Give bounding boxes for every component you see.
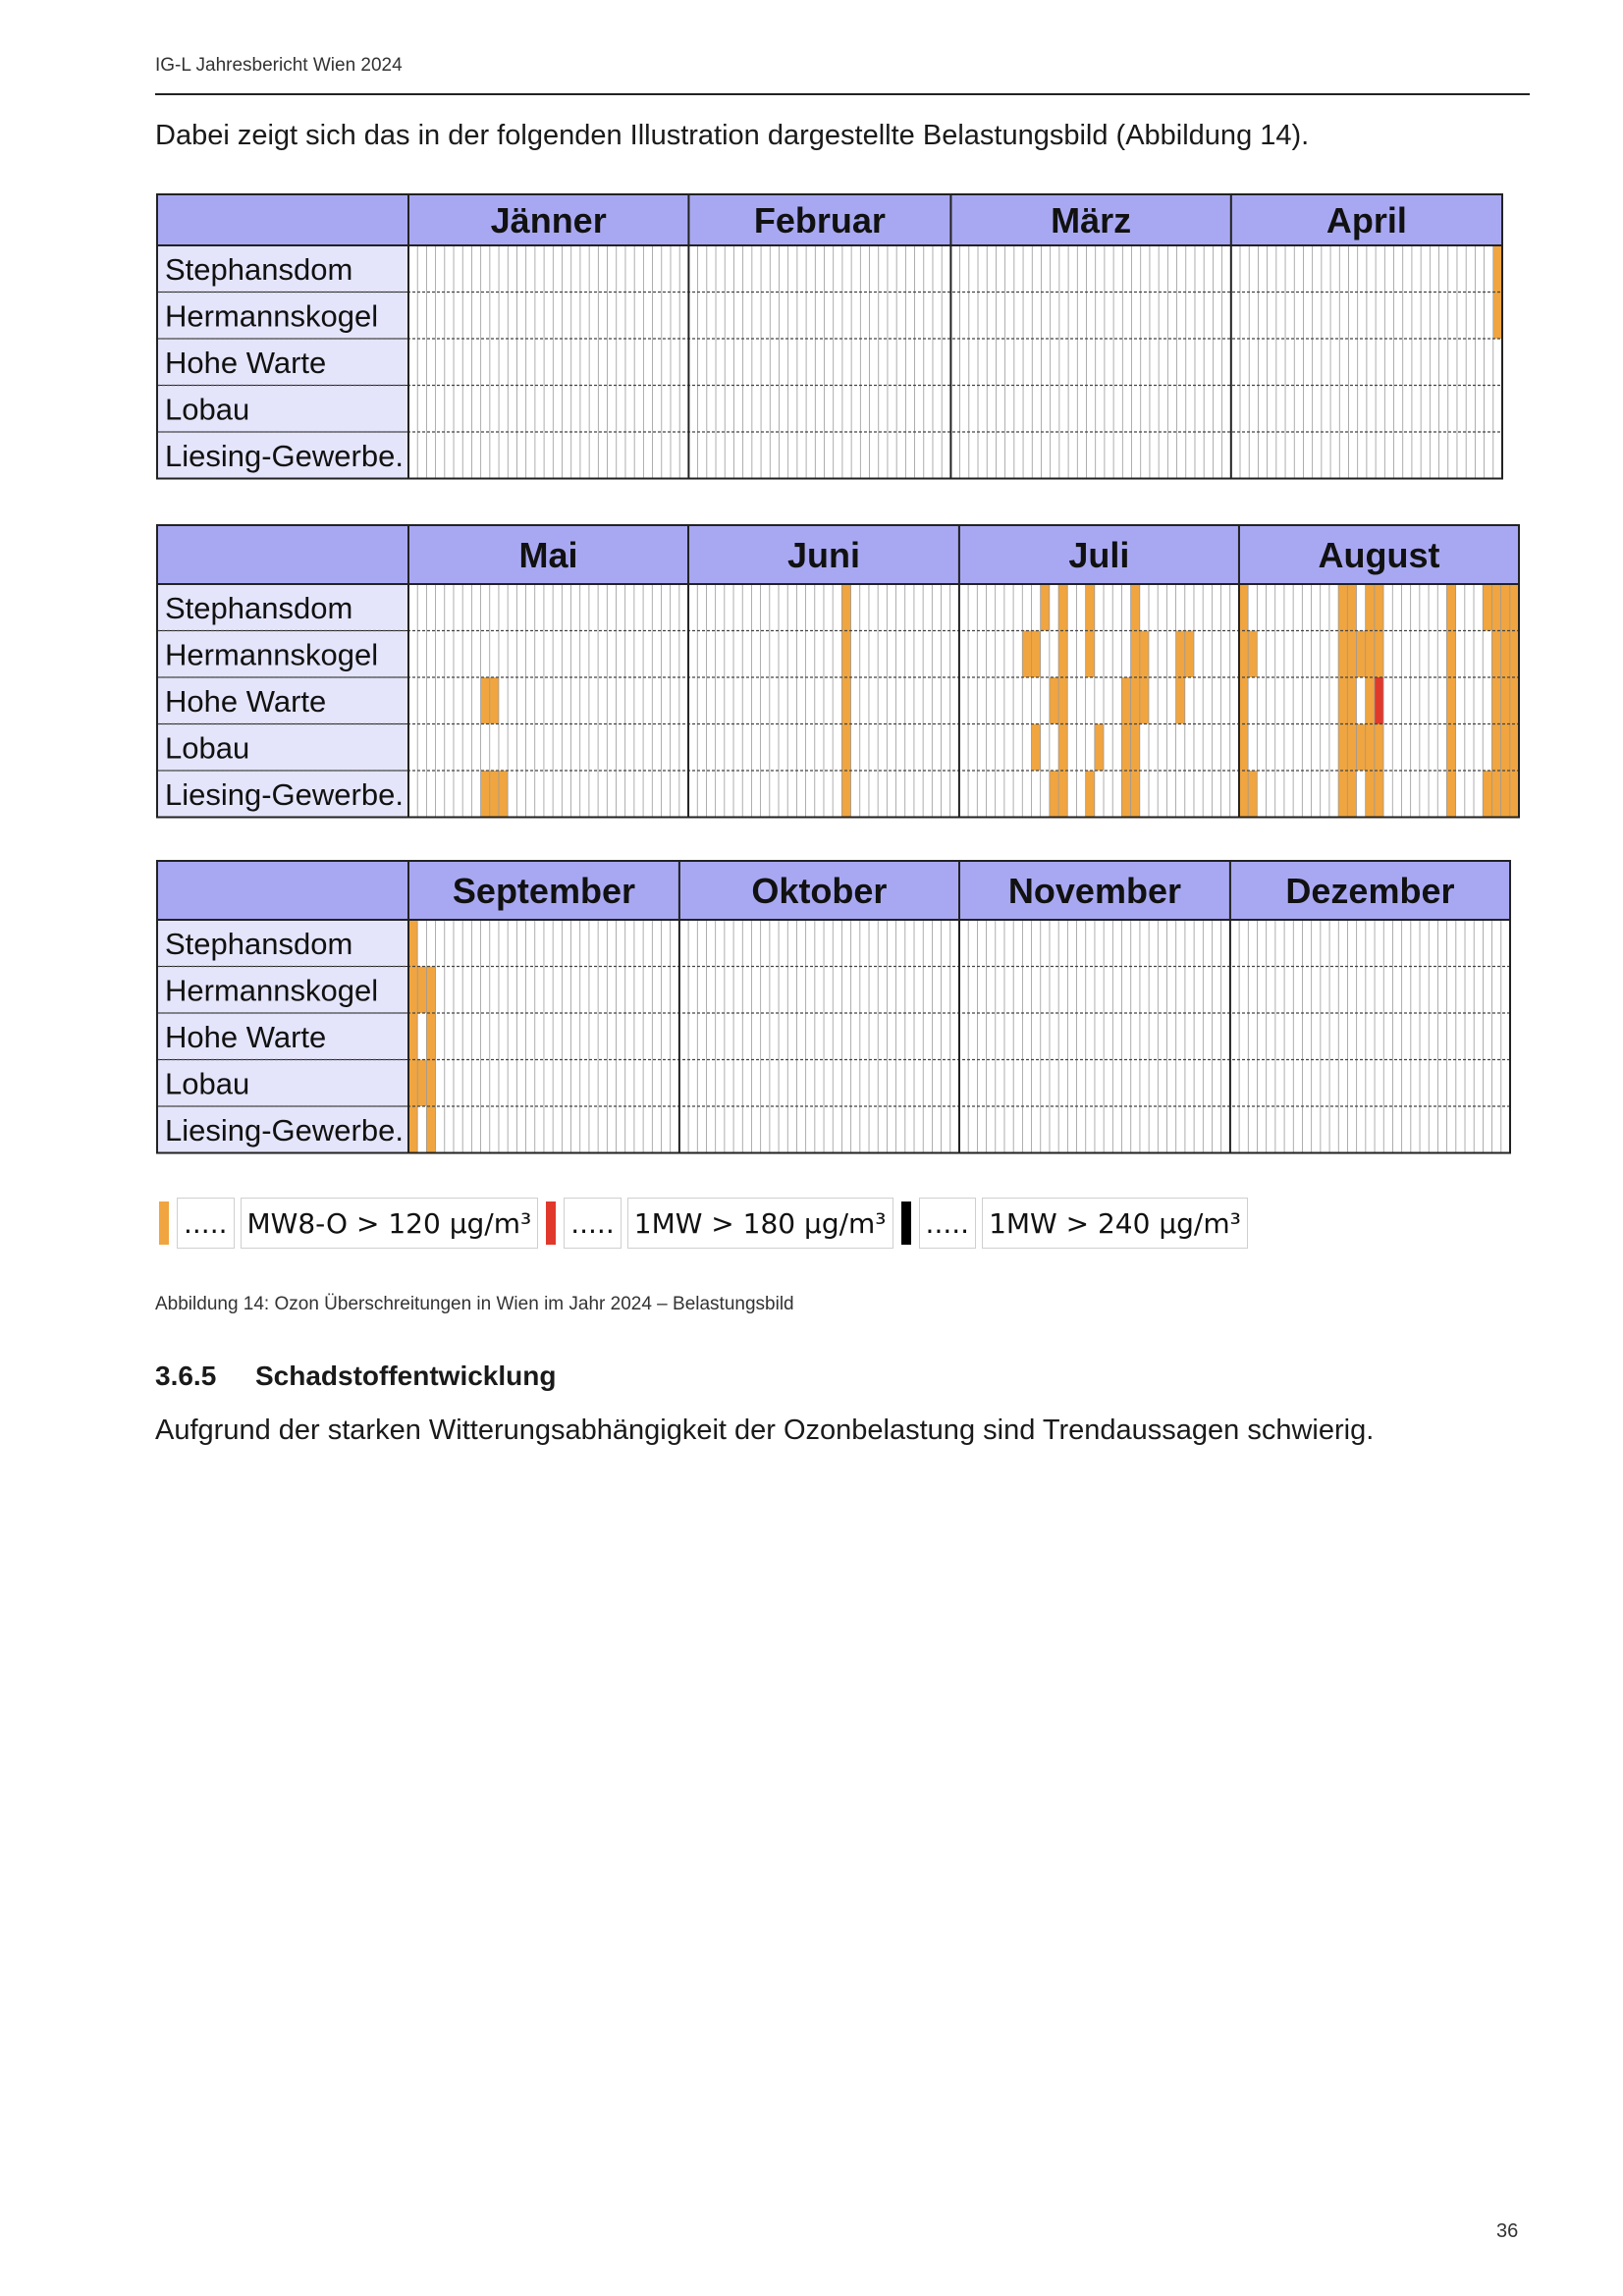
exceedance-cell-mw8 xyxy=(1446,677,1455,724)
exceedance-cell-mw8 xyxy=(1140,631,1149,678)
exceedance-cell-mw8 xyxy=(841,677,850,724)
exceedance-cell-mw8 xyxy=(1058,677,1067,724)
legend-swatch-mw8 xyxy=(159,1201,169,1245)
exceedance-cell-mw8 xyxy=(1347,631,1356,678)
exceedance-cell-mw8 xyxy=(1086,631,1095,678)
exceedance-cell-mw8 xyxy=(1483,584,1491,631)
station-label-hermannskogel: Hermannskogel xyxy=(165,637,379,672)
exceedance-cell-mw8 xyxy=(1050,771,1058,818)
exceedance-cell-mw8 xyxy=(1491,724,1500,772)
exceedance-cell-mw8 xyxy=(1058,771,1067,818)
page-number: 36 xyxy=(1496,2220,1519,2242)
station-label-stephansdom: Stephansdom xyxy=(165,590,353,625)
exceedance-cell-mw8 xyxy=(841,631,850,678)
month-label-juli: Juli xyxy=(1068,535,1130,575)
station-label-hohe-warte: Hohe Warte xyxy=(165,345,327,380)
station-label-stephansdom: Stephansdom xyxy=(165,251,353,287)
exceedance-cell-mw8 xyxy=(426,1013,435,1060)
exceedance-cell-mw8 xyxy=(1131,677,1140,724)
month-label-februar: Februar xyxy=(753,200,886,240)
exceedance-cell-mw8 xyxy=(1239,584,1248,631)
station-label-lobau: Lobau xyxy=(165,392,250,427)
month-label-jaenner: Jänner xyxy=(490,200,607,240)
exceedance-cell-mw8 xyxy=(1491,584,1500,631)
exceedance-cell-mw8 xyxy=(1338,677,1347,724)
section-body: Aufgrund der starken Witterungsabhängigkeit der Ozonbelastung sind Trendaussagen schwierig. xyxy=(155,1415,1375,1446)
exceedance-cell-mw8 xyxy=(1347,724,1356,772)
exceedance-cell-mw8 xyxy=(408,920,417,967)
exceedance-cell-mw8 xyxy=(1356,724,1365,772)
exceedance-cell-mw8 xyxy=(1131,631,1140,678)
exceedance-cell-mw8 xyxy=(1347,677,1356,724)
exceedance-cell-mw8 xyxy=(1131,724,1140,772)
month-label-dezember: Dezember xyxy=(1285,871,1455,911)
month-label-september: September xyxy=(452,871,635,911)
exceedance-cell-mw8 xyxy=(1510,631,1519,678)
exceedance-cell-mw8 xyxy=(1446,724,1455,772)
header-corner-cell xyxy=(157,525,408,584)
month-label-november: November xyxy=(1007,871,1181,911)
exceedance-cell-mw8 xyxy=(499,771,508,818)
legend-swatch-1mw-180 xyxy=(546,1201,556,1245)
exceedance-cell-mw8 xyxy=(1491,771,1500,818)
exceedance-cell-mw8 xyxy=(1501,677,1510,724)
month-label-oktober: Oktober xyxy=(751,871,888,911)
exceedance-cell-mw8 xyxy=(1086,584,1095,631)
exceedance-cell-mw8 xyxy=(1501,631,1510,678)
exceedance-cell-mw8 xyxy=(1031,724,1040,772)
exceedance-cell-mw8 xyxy=(1058,631,1067,678)
exceedance-cell-mw8 xyxy=(490,771,499,818)
exceedance-cell-mw8 xyxy=(481,677,490,724)
legend-label-1mw-240: 1MW > 240 µg/m³ xyxy=(982,1198,1248,1249)
station-row-lobau xyxy=(408,386,1502,433)
exceedance-cell-mw8 xyxy=(1510,771,1519,818)
station-label-hohe-warte: Hohe Warte xyxy=(165,683,327,719)
station-row-liesing-gewerbe xyxy=(408,432,1502,479)
exceedance-cell-mw8 xyxy=(408,1060,417,1107)
exceedance-cell-mw8 xyxy=(1239,631,1248,678)
intro-paragraph: Dabei zeigt sich das in der folgenden Illustration dargestellte Belastungsbild (Abbildung 14). xyxy=(155,120,1310,151)
section-heading xyxy=(155,1361,556,1392)
exceedance-cell-mw8 xyxy=(1366,631,1375,678)
exceedance-cell-mw8 xyxy=(1375,584,1383,631)
heatmap-panel-2 xyxy=(157,525,1522,820)
exceedance-cell-mw8 xyxy=(1058,584,1067,631)
month-label-april: April xyxy=(1325,200,1407,240)
exceedance-cell-mw8 xyxy=(1356,631,1365,678)
exceedance-cell-mw8 xyxy=(1375,724,1383,772)
exceedance-cell-mw8 xyxy=(1239,771,1248,818)
month-label-mai: Mai xyxy=(518,535,578,575)
legend-item-1mw-240 xyxy=(899,1198,1254,1249)
header-rule xyxy=(155,93,1530,95)
exceedance-cell-mw8 xyxy=(1366,724,1375,772)
exceedance-cell-mw8 xyxy=(426,967,435,1014)
legend-swatch-1mw-240 xyxy=(901,1201,911,1245)
exceedance-cell-mw8 xyxy=(1491,677,1500,724)
header-corner-cell xyxy=(157,194,408,245)
exceedance-cell-mw8 xyxy=(1086,771,1095,818)
exceedance-cell-mw8 xyxy=(1041,584,1050,631)
exceedance-cell-mw8 xyxy=(1248,631,1257,678)
exceedance-cell-mw8 xyxy=(1058,724,1067,772)
exceedance-cell-mw8 xyxy=(1501,724,1510,772)
exceedance-cell-mw8 xyxy=(1491,631,1500,678)
month-label-august: August xyxy=(1318,535,1440,575)
exceedance-cell-mw8 xyxy=(1176,631,1185,678)
exceedance-cell-mw8 xyxy=(426,1060,435,1107)
exceedance-cell-mw8 xyxy=(1239,677,1248,724)
legend-item-1mw-180 xyxy=(544,1198,898,1249)
heatmap-legend xyxy=(157,1198,1254,1249)
section-title: Schadstoffentwicklung xyxy=(255,1361,557,1391)
exceedance-cell-mw8 xyxy=(408,967,417,1014)
station-label-liesing-gewerbe: Liesing-Gewerbe. xyxy=(165,776,404,812)
station-label-liesing-gewerbe: Liesing-Gewerbe. xyxy=(165,1112,404,1148)
exceedance-cell-mw8 xyxy=(490,677,499,724)
heatmap-panel-3 xyxy=(157,861,1522,1155)
exceedance-cell-mw8 xyxy=(1050,677,1058,724)
exceedance-cell-mw8 xyxy=(841,724,850,772)
section-number: 3.6.5 xyxy=(155,1361,217,1391)
exceedance-cell-mw8 xyxy=(481,771,490,818)
exceedance-cell-mw8 xyxy=(1338,724,1347,772)
exceedance-cell-mw8 xyxy=(1493,293,1502,340)
exceedance-cell-mw8 xyxy=(1366,771,1375,818)
station-label-hermannskogel: Hermannskogel xyxy=(165,298,379,334)
exceedance-cell-mw8 xyxy=(1375,631,1383,678)
exceedance-cell-mw8 xyxy=(1022,631,1031,678)
station-label-liesing-gewerbe: Liesing-Gewerbe. xyxy=(165,438,404,473)
exceedance-cell-mw8 xyxy=(1121,724,1130,772)
station-row-hermannskogel xyxy=(408,293,1502,340)
exceedance-cell-mw8 xyxy=(1140,677,1149,724)
station-label-hohe-warte: Hohe Warte xyxy=(165,1019,327,1054)
exceedance-cell-mw8 xyxy=(1446,771,1455,818)
exceedance-cell-mw8 xyxy=(1121,771,1130,818)
legend-dots-mw8: ..... xyxy=(177,1198,235,1249)
station-row-hohe-warte xyxy=(408,339,1502,386)
exceedance-cell-mw8 xyxy=(1446,584,1455,631)
exceedance-cell-mw8 xyxy=(1031,631,1040,678)
station-label-stephansdom: Stephansdom xyxy=(165,926,353,961)
heatmap-panel-1-svg xyxy=(157,194,1512,483)
station-label-lobau: Lobau xyxy=(165,730,250,766)
legend-label-1mw-180: 1MW > 180 µg/m³ xyxy=(627,1198,893,1249)
exceedance-cell-mw8 xyxy=(1131,771,1140,818)
exceedance-cell-mw8 xyxy=(1248,771,1257,818)
station-label-lobau: Lobau xyxy=(165,1066,250,1101)
heatmap-panel-3-svg xyxy=(157,861,1522,1155)
exceedance-cell-mw8 xyxy=(1493,245,1502,293)
exceedance-cell-mw8 xyxy=(1483,771,1491,818)
figure-caption: Abbildung 14: Ozon Überschreitungen in Wien im Jahr 2024 – Belastungsbild xyxy=(155,1294,794,1314)
legend-label-mw8: MW8-O > 120 µg/m³ xyxy=(241,1198,539,1249)
exceedance-cell-mw8 xyxy=(417,1060,426,1107)
exceedance-cell-mw8 xyxy=(1095,724,1104,772)
exceedance-cell-mw8 xyxy=(841,584,850,631)
exceedance-cell-mw8 xyxy=(1366,677,1375,724)
legend-dots-1mw-240: ..... xyxy=(919,1198,977,1249)
station-row-stephansdom xyxy=(408,245,1502,293)
exceedance-cell-mw8 xyxy=(1347,771,1356,818)
exceedance-cell-mw8 xyxy=(841,771,850,818)
heatmap-panel-1 xyxy=(157,194,1512,483)
exceedance-cell-mw8 xyxy=(426,1106,435,1153)
exceedance-cell-mw8 xyxy=(1446,631,1455,678)
exceedance-cell-mw8 xyxy=(1501,584,1510,631)
exceedance-cell-mw8 xyxy=(1176,677,1185,724)
exceedance-cell-mw8 xyxy=(1338,584,1347,631)
month-label-juni: Juni xyxy=(786,535,860,575)
exceedance-cell-mw8 xyxy=(1347,584,1356,631)
exceedance-cell-mw8 xyxy=(417,967,426,1014)
exceedance-cell-mw8 xyxy=(1239,724,1248,772)
exceedance-cell-mw8 xyxy=(408,1106,417,1153)
exceedance-cell-mw8 xyxy=(1510,677,1519,724)
header-corner-cell xyxy=(157,861,408,920)
legend-item-mw8 xyxy=(157,1198,544,1249)
exceedance-cell-mw8 xyxy=(1366,584,1375,631)
heatmap-panel-2-svg xyxy=(157,525,1522,820)
exceedance-cell-mw8 xyxy=(408,1013,417,1060)
running-header: IG-L Jahresbericht Wien 2024 xyxy=(155,55,403,76)
exceedance-cell-mw8 xyxy=(1121,677,1130,724)
exceedance-cell-1mw-180 xyxy=(1375,677,1383,724)
exceedance-cell-mw8 xyxy=(1338,631,1347,678)
exceedance-cell-mw8 xyxy=(1185,631,1194,678)
exceedance-cell-mw8 xyxy=(1338,771,1347,818)
exceedance-cell-mw8 xyxy=(1501,771,1510,818)
exceedance-cell-mw8 xyxy=(1375,771,1383,818)
exceedance-cell-mw8 xyxy=(1131,584,1140,631)
month-label-maerz: März xyxy=(1051,200,1132,240)
station-label-hermannskogel: Hermannskogel xyxy=(165,973,379,1008)
exceedance-cell-mw8 xyxy=(1510,724,1519,772)
legend-dots-1mw-180: ..... xyxy=(564,1198,622,1249)
exceedance-cell-mw8 xyxy=(1510,584,1519,631)
